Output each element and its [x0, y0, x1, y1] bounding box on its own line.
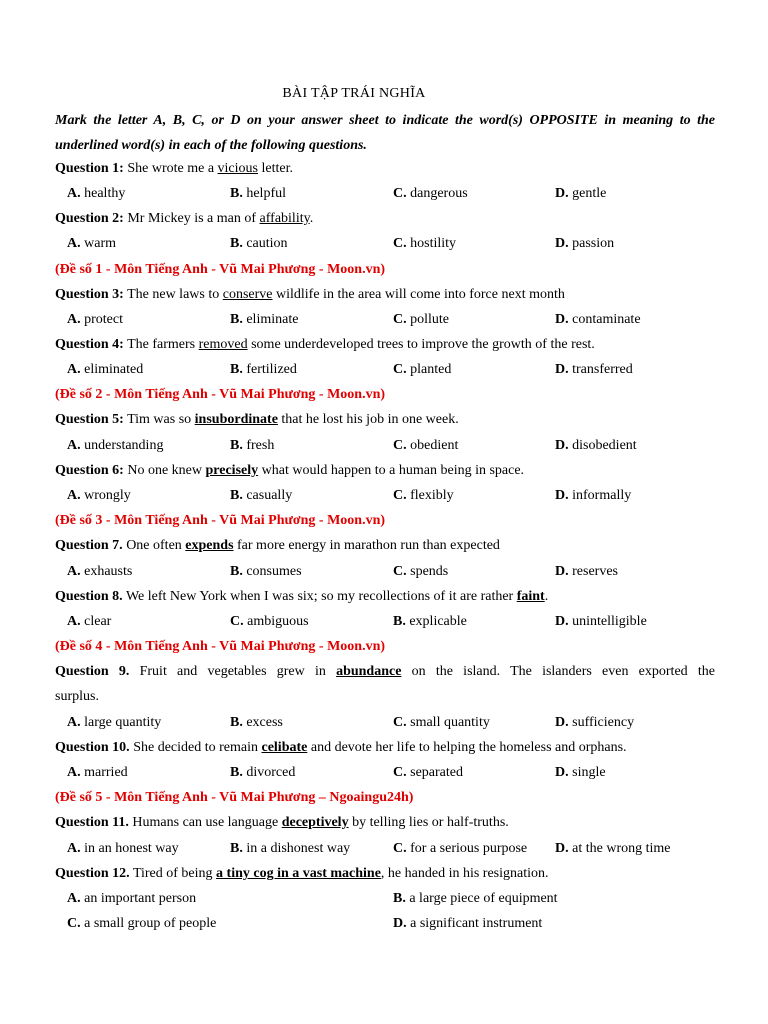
option-a[interactable]: A. an important person [67, 891, 197, 906]
option-d[interactable]: D. at the wrong time [555, 841, 671, 856]
target-word: faint [516, 589, 545, 604]
option-a[interactable]: A. protect [67, 312, 123, 327]
option-a[interactable]: A. married [67, 765, 128, 780]
question-10: Question 10. She decided to remain celibate and devote her life to helping the homeless and orphans. [55, 740, 627, 755]
option-d[interactable]: D. sufficiency [555, 715, 635, 730]
option-c[interactable]: C. pollute [393, 312, 450, 327]
option-d[interactable]: D. single [555, 765, 606, 780]
worksheet-title: BÀI TẬP TRÁI NGHĨA [282, 86, 426, 101]
option-d[interactable]: D. gentle [555, 186, 607, 201]
target-word: expends [185, 538, 234, 553]
source-note-5: (Đề số 5 - Môn Tiếng Anh - Vũ Mai Phương – Ngoaingu24h) [55, 790, 414, 805]
option-d[interactable]: D. passion [555, 236, 615, 251]
target-word: precisely [205, 463, 259, 478]
option-a[interactable]: A. eliminated [67, 362, 144, 377]
question-7: Question 7. One often expends far more energy in marathon run than expected [55, 538, 500, 553]
option-b[interactable]: B. divorced [230, 765, 296, 780]
question-5: Question 5: Tim was so insubordinate that he lost his job in one week. [55, 412, 459, 427]
option-b[interactable]: B. helpful [230, 186, 286, 201]
target-word: removed [198, 337, 248, 352]
option-a[interactable]: A. healthy [67, 186, 126, 201]
option-a[interactable]: A. large quantity [67, 715, 162, 730]
option-b[interactable]: B. fertilized [230, 362, 297, 377]
target-word: insubordinate [194, 412, 278, 427]
question-9: Question 9. Fruit and vegetables grew in abundance on the island. The islanders even exported the [55, 664, 715, 679]
target-word: deceptively [281, 815, 349, 830]
option-a[interactable]: A. in an honest way [67, 841, 179, 856]
option-c[interactable]: C. separated [393, 765, 463, 780]
option-d[interactable]: D. unintelligible [555, 614, 647, 629]
option-b[interactable]: B. caution [230, 236, 288, 251]
option-c[interactable]: C. obedient [393, 438, 459, 453]
option-b[interactable]: B. eliminate [230, 312, 299, 327]
option-b[interactable]: B. fresh [230, 438, 275, 453]
option-d[interactable]: D. informally [555, 488, 632, 503]
question-4: Question 4: The farmers removed some underdeveloped trees to improve the growth of the rest. [55, 337, 595, 352]
target-word: conserve [222, 287, 273, 302]
option-a[interactable]: A. wrongly [67, 488, 131, 503]
question-6: Question 6: No one knew precisely what would happen to a human being in space. [55, 463, 525, 478]
option-c[interactable]: C. spends [393, 564, 449, 579]
target-word: a tiny cog in a vast machine [216, 866, 381, 881]
option-b[interactable]: B. consumes [230, 564, 302, 579]
source-note-4: (Đề số 4 - Môn Tiếng Anh - Vũ Mai Phương - Moon.vn) [55, 639, 386, 654]
option-c[interactable]: C. a small group of people [67, 916, 217, 931]
target-word: affability [259, 211, 310, 226]
instruction-text: Mark the letter A, B, C, or D on your answer sheet to indicate the word(s) OPPOSITE in meaning to the underlined word(s) in each of the following questions. [55, 113, 715, 153]
option-d[interactable]: D. disobedient [555, 438, 637, 453]
option-c[interactable]: C. flexibly [393, 488, 454, 503]
option-d[interactable]: D. contaminate [555, 312, 641, 327]
question-2: Question 2: Mr Mickey is a man of affability. [55, 211, 314, 226]
question-8: Question 8. We left New York when I was six; so my recollections of it are rather faint. [55, 589, 549, 604]
target-word: abundance [336, 664, 402, 679]
option-c[interactable]: C. ambiguous [230, 614, 309, 629]
question-12: Question 12. Tired of being a tiny cog in a vast machine, he handed in his resignation. [55, 866, 549, 881]
question-1: Question 1: She wrote me a vicious letter. [55, 161, 293, 176]
target-word: vicious [217, 161, 258, 176]
question-9-continued: surplus. [55, 689, 99, 704]
source-note-2: (Đề số 2 - Môn Tiếng Anh - Vũ Mai Phương - Moon.vn) [55, 387, 386, 402]
option-b[interactable]: B. casually [230, 488, 293, 503]
option-c[interactable]: C. planted [393, 362, 452, 377]
option-b[interactable]: B. excess [230, 715, 283, 730]
option-c[interactable]: C. dangerous [393, 186, 468, 201]
option-c[interactable]: C. small quantity [393, 715, 490, 730]
question-3: Question 3: The new laws to conserve wildlife in the area will come into force next month [55, 287, 565, 302]
option-d[interactable]: D. reserves [555, 564, 618, 579]
option-c[interactable]: C. for a serious purpose [393, 841, 528, 856]
option-a[interactable]: A. warm [67, 236, 117, 251]
option-d[interactable]: D. a significant instrument [393, 916, 543, 931]
option-b[interactable]: B. explicable [393, 614, 467, 629]
question-11: Question 11. Humans can use language deceptively by telling lies or half-truths. [55, 815, 509, 830]
option-a[interactable]: A. exhausts [67, 564, 133, 579]
option-c[interactable]: C. hostility [393, 236, 457, 251]
option-d[interactable]: D. transferred [555, 362, 633, 377]
option-b[interactable]: B. a large piece of equipment [393, 891, 558, 906]
source-note-3: (Đề số 3 - Môn Tiếng Anh - Vũ Mai Phương - Moon.vn) [55, 513, 386, 528]
option-a[interactable]: A. understanding [67, 438, 164, 453]
option-a[interactable]: A. clear [67, 614, 112, 629]
option-b[interactable]: B. in a dishonest way [230, 841, 351, 856]
source-note-1: (Đề số 1 - Môn Tiếng Anh - Vũ Mai Phương - Moon.vn) [55, 262, 386, 277]
target-word: celibate [261, 740, 308, 755]
